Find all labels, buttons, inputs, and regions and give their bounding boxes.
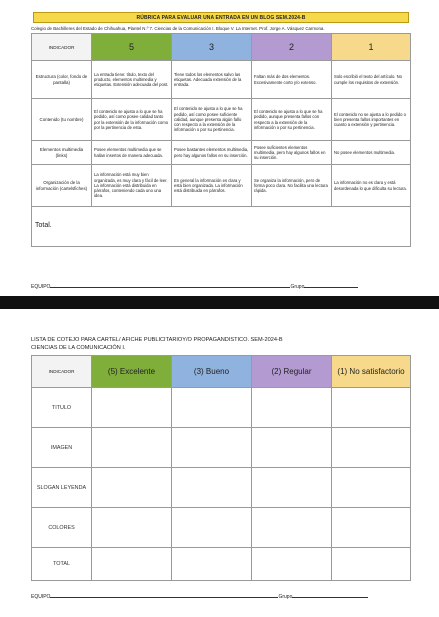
- rubric-indicator: Organización de la información (cartelsfiches): [32, 165, 92, 207]
- rubric-header-level-1: 1: [332, 34, 411, 61]
- checklist-subtitle: CIENCIAS DE LA COMUNICACIÓN I.: [31, 345, 126, 351]
- checklist-indicator: SLOGAN LEYENDA: [32, 468, 92, 508]
- checklist-cell[interactable]: [92, 508, 172, 548]
- table-row: [32, 61, 411, 99]
- checklist-cell[interactable]: [172, 388, 252, 428]
- checklist-cell[interactable]: [252, 468, 332, 508]
- rubric-cell: La información está muy bien organizada, es muy clara y fácil de leer. La información está distribuida en párrafos, conteniendo cada uno una idea.: [92, 165, 172, 207]
- equipo-line[interactable]: [50, 593, 278, 598]
- rubric-header-row: [32, 34, 411, 61]
- checklist-indicator: COLORES: [32, 508, 92, 548]
- table-row: [32, 388, 411, 428]
- checklist-indicator: IMAGEN: [32, 428, 92, 468]
- checklist-cell[interactable]: [332, 468, 411, 508]
- checklist-cell[interactable]: [172, 508, 252, 548]
- rubric-cell: Solo escribió el texto del artículo. No cumple los requisitos de extensión.: [332, 61, 411, 99]
- checklist-header-bueno: (3) Bueno: [172, 356, 252, 388]
- grupo-line[interactable]: [292, 593, 368, 598]
- checklist-cell[interactable]: [332, 428, 411, 468]
- rubric-cell: En general la información es clara y está bien organizada. La información está distribuida en párrafos.: [172, 165, 252, 207]
- rubric-subtitle: Colegio de Bachilleres del Estado de Chihuahua, Plantel N.º 7. Ciencias de la Comunicación I. Bloque V. La Internet. Prof. Jorge A. Vásquez Carmona.: [31, 26, 325, 31]
- rubric-cell: El contenido no se ajusta a lo pedido o bien presenta fallos importantes en cuanto a extensión y pertinencia.: [332, 99, 411, 141]
- grupo-label: Grupo: [278, 594, 293, 600]
- rubric-header-indicator: INDICADOR: [32, 34, 92, 61]
- grupo-line[interactable]: [304, 283, 358, 288]
- checklist-cell[interactable]: [172, 548, 252, 581]
- checklist-title: LISTA DE COTEJO PARA CARTEL/ AFICHE PUBLICITARIOY/O PROPAGANDISTICO. SEM-2024-B: [31, 337, 283, 343]
- page-divider: [0, 296, 439, 309]
- checklist-cell[interactable]: [92, 428, 172, 468]
- checklist-header-excelente: (5) Excelente: [92, 356, 172, 388]
- rubric-cell: Posee suficientes elementos multimedia, pero hay algunos fallos en su inserción.: [252, 141, 332, 165]
- checklist-header-regular: (2) Regular: [252, 356, 332, 388]
- table-row: [32, 141, 411, 165]
- checklist-cell[interactable]: [172, 428, 252, 468]
- rubric-indicator: Elementos multimedia (links): [32, 141, 92, 165]
- rubric-footer: [31, 283, 358, 290]
- rubric-title: RÚBRICA PARA EVALUAR UNA ENTRADA EN UN BLOG SEM.2024-B: [33, 12, 409, 23]
- rubric-header-level-3: 3: [172, 34, 252, 61]
- rubric-cell: El contenido se ajusta a lo que se ha pedido, así como posee suficiente calidad, aunque presenta algún fallo con respecto a la extensión de la información o por su pertinencia.: [172, 99, 252, 141]
- rubric-cell: Posee elementos multimedia que se hallan insertos de manera adecuada.: [92, 141, 172, 165]
- checklist-cell[interactable]: [332, 508, 411, 548]
- rubric-indicator: Estructura (color, fondo de pantalla): [32, 61, 92, 99]
- rubric-cell: El contenido se ajusta a lo que se ha pedido, aunque presenta fallos con respecto a la extensión de la información o por su pertinencia.: [252, 99, 332, 141]
- rubric-total-row: [32, 207, 411, 247]
- rubric-cell: Faltan más de dos elementos. Excesivamente corto y/o extenso.: [252, 61, 332, 99]
- rubric-cell: El contenido se ajusta a lo que se ha pedido, así como posee calidad tanto por la extensión de la información como por la pertinencia de esta.: [92, 99, 172, 141]
- grupo-label: Grupo: [290, 284, 305, 290]
- checklist-sheet: [0, 309, 439, 617]
- checklist-cell[interactable]: [172, 468, 252, 508]
- rubric-cell: Posee bastantes elementos multimedia, pero hay algunos fallos en su inserción.: [172, 141, 252, 165]
- table-row: [32, 508, 411, 548]
- checklist-cell[interactable]: [92, 548, 172, 581]
- checklist-cell[interactable]: [92, 468, 172, 508]
- rubric-cell: Se organiza la información, pero de forma poco clara. No facilita una lectura rápida.: [252, 165, 332, 207]
- rubric-header-level-5: 5: [92, 34, 172, 61]
- rubric-cell: Tiene todos los elementos salvo las etiquetas. Adecuada extensión de la entrada.: [172, 61, 252, 99]
- rubric-cell: No posee elementos multimedia.: [332, 141, 411, 165]
- rubric-cell: La información no es clara y está desordenada lo que dificulta su lectura.: [332, 165, 411, 207]
- table-row: [32, 99, 411, 141]
- checklist-table: [31, 355, 411, 581]
- table-row: [32, 428, 411, 468]
- rubric-sheet: [0, 0, 439, 296]
- checklist-header-indicator: INDICADOR: [32, 356, 92, 388]
- equipo-label: EQUIPO: [31, 594, 51, 600]
- checklist-cell[interactable]: [92, 388, 172, 428]
- checklist-total-row: [32, 548, 411, 581]
- checklist-cell[interactable]: [332, 388, 411, 428]
- table-row: [32, 468, 411, 508]
- checklist-cell[interactable]: [252, 548, 332, 581]
- table-row: [32, 165, 411, 207]
- rubric-header-level-2: 2: [252, 34, 332, 61]
- checklist-indicator: TOTAL: [32, 548, 92, 581]
- checklist-cell[interactable]: [252, 388, 332, 428]
- checklist-cell[interactable]: [252, 508, 332, 548]
- equipo-line[interactable]: [50, 283, 290, 288]
- rubric-cell: La entrada tiene: título, texto del producto, elementos multimedia y etiquetas. Extensión adecuada del post.: [92, 61, 172, 99]
- checklist-header-no-satisfactorio: (1) No satisfactorio: [332, 356, 411, 388]
- rubric-indicator: Contenido (tu nombre): [32, 99, 92, 141]
- checklist-footer: [31, 593, 368, 600]
- checklist-header-row: [32, 356, 411, 388]
- checklist-cell[interactable]: [332, 548, 411, 581]
- rubric-table: [31, 33, 411, 247]
- rubric-total-label: Total.: [32, 207, 411, 247]
- checklist-indicator: TITULO: [32, 388, 92, 428]
- checklist-cell[interactable]: [252, 428, 332, 468]
- equipo-label: EQUIPO: [31, 284, 51, 290]
